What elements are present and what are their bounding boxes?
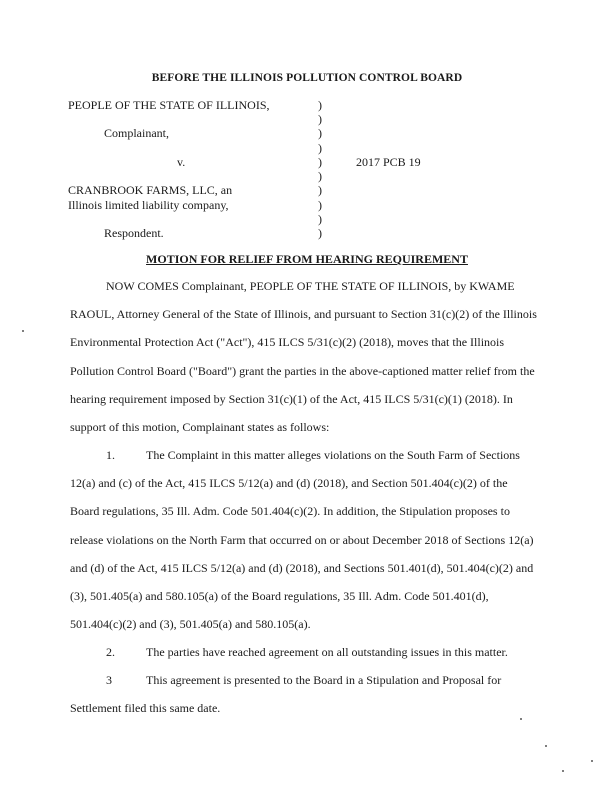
document-page: BEFORE THE ILLINOIS POLLUTION CONTROL BOARD PEOPLE OF THE STATE OF ILLINOIS, Complainant, v. 2017 PCB 19 CRANBROOK FARMS, LLC, an Illinois limited liability company, Respondent. ) ) ) ) ) ) ) ) ) ) MOTION FOR RELIEF FROM HEARING REQUIREMENT NOW COMES Complainant, PEOPLE OF THE STATE OF ILLINOIS, by KWAME RAOUL, Attorney General of the State of Illinois, and pursuant to Section 31(c)(2) of the Illinois Environmental Protection Act ("Act"), 415 ILCS 5/31(c)(2) (2018), moves that the Illinois Pollution Control Board ("Board") grant the parties in the above-captioned matter relief from the hearing requirement imposed by Section 31(c)(1) of the Act, 415 ILCS 5/31(c)(1) (2018). In support of this motion, Complainant states as follows: 1. The Complaint in this matter alleges violations on the South Farm of Sections 12(a) and (c) of the Act, 415 ILCS 5/12(a) and (d) (2018), and Section 501.404(c)(2) of the Board regulations, 35 Ill. Adm. Code 501.404(c)(2). In addition, the Stipulation proposes to release violations on the North Farm that occurred on or about December 2018 of Sections 12(a) and (d) of the Act, 415 ILCS 5/12(a) and (d) (2018), and Sections 501.401(d), 501.404(c)(2) and (3), 501.405(a) and 580.105(a) of the Board regulations, 35 Ill. Adm. Code 501.401(d), 501.404(c)(2) and (3), 501.405(a) and 580.105(a). 2. The parties have reached agreement on all outstanding issues in this matter. 3 This agreement is presented to the Board in a Stipulation and Proposal for Settlement filed this same date. <box>0 0 614 800</box>
text-line: 12(a) and (c) of the Act, 415 ILCS 5/12(a) and (d) (2018), and Section 501.404(c)(2) of the <box>70 476 508 491</box>
text-line: release violations on the North Farm that occurred on or about December 2018 of Sections 12(a) <box>70 532 534 547</box>
text-line: 501.404(c)(2) and (3), 501.405(a) and 580.105(a). <box>70 617 311 632</box>
numbered-item-2 <box>70 638 548 666</box>
text-line: and (d) of the Act, 415 ILCS 5/12(a) and (d) (2018), and Sections 501.401(d), 501.404(c)(2) and <box>70 560 534 575</box>
caption-versus: v. <box>177 155 186 169</box>
text-line: (3), 501.405(a) and 580.105(a) of the Board regulations, 35 Ill. Adm. Code 501.401(d), <box>70 589 489 604</box>
caption-defendant-line1: CRANBROOK FARMS, LLC, an <box>68 183 233 197</box>
intro-paragraph <box>70 272 548 441</box>
text-line: The parties have reached agreement on all outstanding issues in this matter. <box>146 645 508 659</box>
text-line: NOW COMES Complainant, PEOPLE OF THE STATE OF ILLINOIS, by KWAME <box>106 279 515 293</box>
numbered-item-3 <box>70 666 548 722</box>
case-number: 2017 PCB 19 <box>356 155 421 169</box>
text-line: Pollution Control Board ("Board") grant the parties in the above-captioned matter relief from the <box>70 363 535 378</box>
numbered-item-1 <box>70 441 548 638</box>
item-number: 3 <box>106 673 112 687</box>
item-number: 1. <box>106 448 115 462</box>
text-line: support of this motion, Complainant states as follows: <box>70 420 330 435</box>
caption-defendant-role: Respondent. <box>104 226 164 240</box>
item-number: 2. <box>106 645 115 659</box>
caption-defendant-line2: Illinois limited liability company, <box>68 198 229 212</box>
text-line: hearing requirement imposed by Section 31(c)(1) of the Act, 415 ILCS 5/31(c)(1) (2018). In <box>70 391 513 406</box>
board-title: BEFORE THE ILLINOIS POLLUTION CONTROL BOARD <box>151 72 463 84</box>
caption-plaintiff-role: Complainant, <box>104 126 169 140</box>
text-line: The Complaint in this matter alleges violations on the South Farm of Sections <box>146 448 520 462</box>
motion-title: MOTION FOR RELIEF FROM HEARING REQUIREMENT <box>146 252 468 266</box>
text-line: This agreement is presented to the Board in a Stipulation and Proposal for <box>146 673 502 687</box>
text-line: Settlement filed this same date. <box>70 701 221 716</box>
text-line: Environmental Protection Act ("Act"), 415 ILCS 5/31(c)(2) (2018), moves that the Illinois <box>70 335 505 350</box>
text-line: RAOUL, Attorney General of the State of Illinois, and pursuant to Section 31(c)(2) of the Illinois <box>70 307 537 322</box>
caption-plaintiff: PEOPLE OF THE STATE OF ILLINOIS, <box>68 98 270 112</box>
text-line: Board regulations, 35 Ill. Adm. Code 501.404(c)(2). In addition, the Stipulation proposes to <box>70 504 510 519</box>
